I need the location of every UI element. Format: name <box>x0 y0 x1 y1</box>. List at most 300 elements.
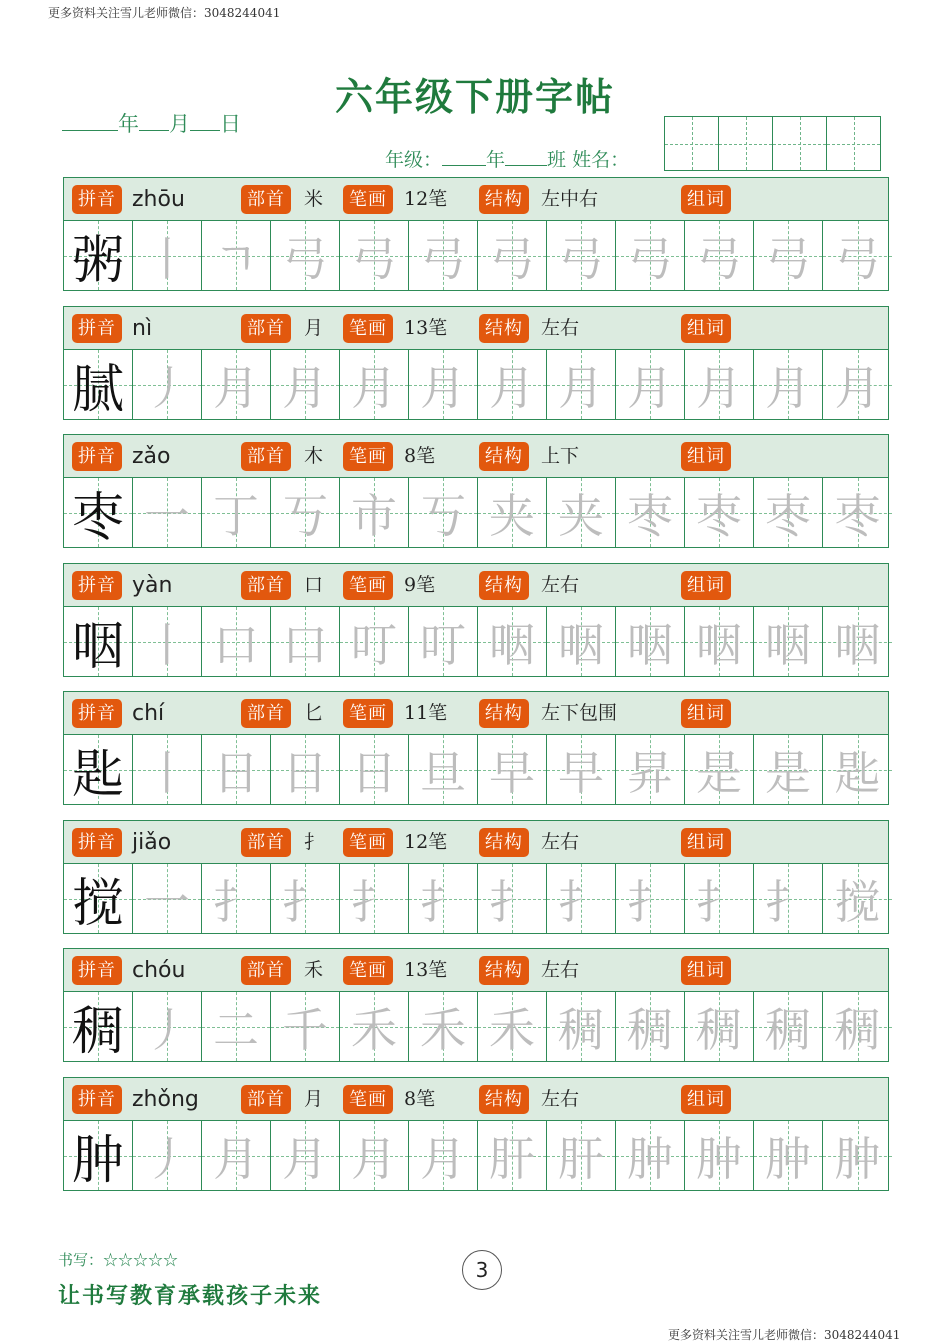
trace-cell[interactable] <box>409 478 478 547</box>
trace-cell[interactable] <box>547 735 616 804</box>
trace-cell[interactable] <box>271 735 340 804</box>
trace-cell[interactable] <box>202 221 271 290</box>
structure-tag: 结构 <box>479 571 529 600</box>
trace-stroke: 月 <box>558 360 604 415</box>
info-bar <box>63 177 889 221</box>
structure-tag: 结构 <box>479 442 529 471</box>
trace-stroke: 肿 <box>627 1131 673 1186</box>
model-character <box>64 864 133 933</box>
trace-stroke: 稠 <box>696 1002 742 1057</box>
trace-cell[interactable] <box>133 992 202 1061</box>
trace-stroke: 日 <box>213 745 259 800</box>
trace-stroke: 月 <box>213 360 259 415</box>
trace-stroke: 月 <box>489 360 535 415</box>
trace-stroke: 扌 <box>420 874 466 929</box>
structure-tag: 结构 <box>479 828 529 857</box>
trace-cell[interactable] <box>202 607 271 676</box>
words-tag: 组词 <box>681 699 731 728</box>
trace-cell[interactable] <box>823 735 892 804</box>
trace-stroke: 旦 <box>420 745 466 800</box>
trace-cell[interactable] <box>547 864 616 933</box>
structure-value: 左右 <box>541 317 580 339</box>
name-cell[interactable] <box>772 116 827 171</box>
trace-stroke: 弓 <box>696 231 742 286</box>
structure-tag: 结构 <box>479 185 529 214</box>
radical-value: 米 <box>304 188 324 210</box>
pinyin-tag: 拼音 <box>72 1085 122 1114</box>
trace-stroke: 扌 <box>351 874 397 929</box>
trace-cell[interactable] <box>823 992 892 1061</box>
trace-stroke: 扌 <box>627 874 673 929</box>
trace-cell[interactable] <box>685 864 754 933</box>
name-cell[interactable] <box>664 116 719 171</box>
trace-stroke: 咽 <box>696 617 742 672</box>
radical-tag: 部首 <box>241 828 291 857</box>
structure-tag: 结构 <box>479 314 529 343</box>
pinyin-value: chóu <box>132 958 186 983</box>
trace-stroke: 肝 <box>489 1131 535 1186</box>
trace-stroke: 扌 <box>696 874 742 929</box>
trace-stroke: 丂 <box>282 488 328 543</box>
trace-cell[interactable] <box>823 864 892 933</box>
radical-tag: 部首 <box>241 699 291 728</box>
trace-cell[interactable] <box>133 350 202 419</box>
strokes-value: 11笔 <box>404 702 448 724</box>
strokes-value: 13笔 <box>404 959 448 981</box>
model-character <box>64 735 133 804</box>
trace-stroke: 肿 <box>765 1131 811 1186</box>
trace-cell[interactable] <box>754 607 823 676</box>
trace-cell[interactable] <box>202 478 271 547</box>
structure-value: 左中右 <box>541 188 599 210</box>
trace-stroke: 弓 <box>420 231 466 286</box>
trace-cell[interactable] <box>754 864 823 933</box>
trace-stroke: 稠 <box>627 1002 673 1057</box>
trace-cell[interactable] <box>823 1121 892 1190</box>
trace-cell[interactable] <box>685 350 754 419</box>
slogan: 让书写教育承载孩子未来 <box>58 1283 323 1309</box>
trace-stroke: 是 <box>696 745 742 800</box>
grade-year-label: 年 <box>486 149 506 171</box>
trace-stroke: 扌 <box>765 874 811 929</box>
trace-stroke: 二 <box>213 1002 259 1057</box>
trace-stroke: 稠 <box>765 1002 811 1057</box>
trace-stroke: 咽 <box>489 617 535 672</box>
model-character-glyph: 腻 <box>71 360 124 420</box>
day-blank[interactable] <box>190 112 220 131</box>
info-bar <box>63 563 889 607</box>
strokes-tag: 笔画 <box>343 1085 393 1114</box>
trace-stroke: 千 <box>282 1002 328 1057</box>
structure-value: 左右 <box>541 574 580 596</box>
trace-stroke: 弓 <box>765 231 811 286</box>
structure-value: 上下 <box>541 445 580 467</box>
trace-stroke: 口 <box>213 617 259 672</box>
trace-cell[interactable] <box>547 992 616 1061</box>
writing-grid <box>63 350 889 420</box>
trace-stroke: 是 <box>765 745 811 800</box>
structure-value: 左下包围 <box>541 702 618 724</box>
pinyin-tag: 拼音 <box>72 314 122 343</box>
trace-stroke: 丿 <box>144 1131 190 1186</box>
trace-cell[interactable] <box>133 864 202 933</box>
trace-cell[interactable] <box>340 350 409 419</box>
practice-block <box>63 691 889 805</box>
writing-rating: 书写：☆☆☆☆☆ <box>58 1251 179 1269</box>
class-blank[interactable] <box>505 149 547 166</box>
trace-cell[interactable] <box>409 607 478 676</box>
header-contact-note: 更多资料关注雪儿老师微信：3048244041 <box>48 6 281 20</box>
model-character <box>64 607 133 676</box>
radical-tag: 部首 <box>241 442 291 471</box>
trace-stroke: 叮 <box>420 617 466 672</box>
trace-cell[interactable] <box>685 607 754 676</box>
trace-cell[interactable] <box>547 1121 616 1190</box>
trace-cell[interactable] <box>133 221 202 290</box>
trace-stroke: 扌 <box>489 874 535 929</box>
structure-value: 左右 <box>541 959 580 981</box>
trace-cell[interactable] <box>271 864 340 933</box>
trace-cell[interactable] <box>685 992 754 1061</box>
strokes-tag: 笔画 <box>343 314 393 343</box>
info-bar <box>63 820 889 864</box>
trace-stroke: 一 <box>144 488 190 543</box>
page-title: 六年级下册字帖 <box>334 74 615 119</box>
trace-stroke: 日 <box>282 745 328 800</box>
trace-stroke: 早 <box>558 745 604 800</box>
words-tag: 组词 <box>681 442 731 471</box>
trace-stroke: 月 <box>420 1131 466 1186</box>
radical-tag: 部首 <box>241 571 291 600</box>
trace-cell[interactable] <box>271 1121 340 1190</box>
trace-stroke: 枣 <box>627 488 673 543</box>
trace-cell[interactable] <box>409 1121 478 1190</box>
year-label: 年 <box>118 112 139 136</box>
strokes-value: 8笔 <box>404 445 436 467</box>
trace-cell[interactable] <box>478 350 547 419</box>
strokes-value: 9笔 <box>404 574 436 596</box>
pinyin-value: zǎo <box>132 444 171 469</box>
radical-tag: 部首 <box>241 185 291 214</box>
trace-cell[interactable] <box>478 478 547 547</box>
words-tag: 组词 <box>681 956 731 985</box>
practice-block <box>63 948 889 1062</box>
trace-cell[interactable] <box>754 478 823 547</box>
trace-stroke: 弓 <box>834 231 881 286</box>
trace-cell[interactable] <box>478 864 547 933</box>
trace-cell[interactable] <box>754 992 823 1061</box>
model-character-glyph: 搅 <box>71 874 124 934</box>
class-label: 班 <box>547 149 567 171</box>
structure-tag: 结构 <box>479 956 529 985</box>
model-character-glyph: 咽 <box>71 617 124 677</box>
page-number: 3 <box>462 1250 502 1290</box>
trace-stroke: 弓 <box>351 231 397 286</box>
trace-stroke: 禾 <box>420 1002 466 1057</box>
trace-cell[interactable] <box>823 350 892 419</box>
practice-block <box>63 434 889 548</box>
date-line <box>62 108 241 138</box>
trace-stroke: 月 <box>351 360 397 415</box>
trace-stroke: 丿 <box>144 1002 190 1057</box>
trace-cell[interactable] <box>616 478 685 547</box>
trace-cell[interactable] <box>616 992 685 1061</box>
trace-cell[interactable] <box>340 478 409 547</box>
trace-stroke: 月 <box>834 360 881 415</box>
pinyin-value: yàn <box>132 573 173 598</box>
trace-cell[interactable] <box>685 221 754 290</box>
radical-tag: 部首 <box>241 1085 291 1114</box>
trace-stroke: 肿 <box>834 1131 881 1186</box>
pinyin-tag: 拼音 <box>72 956 122 985</box>
structure-value: 左右 <box>541 1088 580 1110</box>
footer-contact-note: 更多资料关注雪儿老师微信：3048244041 <box>668 1328 901 1342</box>
month-label: 月 <box>169 112 190 136</box>
trace-stroke: 丨 <box>144 231 190 286</box>
trace-stroke: 咽 <box>834 617 881 672</box>
trace-stroke: ㄱ <box>213 231 259 286</box>
trace-stroke: 枣 <box>765 488 811 543</box>
trace-cell[interactable] <box>685 735 754 804</box>
trace-stroke: 月 <box>627 360 673 415</box>
trace-stroke: 月 <box>282 1131 328 1186</box>
trace-cell[interactable] <box>202 992 271 1061</box>
strokes-tag: 笔画 <box>343 828 393 857</box>
trace-cell[interactable] <box>823 221 892 290</box>
trace-stroke: 丨 <box>144 745 190 800</box>
structure-value: 左右 <box>541 831 580 853</box>
trace-cell[interactable] <box>547 350 616 419</box>
pinyin-value: zhōu <box>132 187 185 212</box>
trace-cell[interactable] <box>409 221 478 290</box>
radical-value: 禾 <box>304 959 324 981</box>
trace-cell[interactable] <box>478 221 547 290</box>
pinyin-tag: 拼音 <box>72 699 122 728</box>
trace-cell[interactable] <box>340 735 409 804</box>
trace-stroke: 口 <box>282 617 328 672</box>
trace-stroke: 咽 <box>627 617 673 672</box>
info-bar <box>63 948 889 992</box>
trace-cell[interactable] <box>754 221 823 290</box>
trace-cell[interactable] <box>616 221 685 290</box>
trace-cell[interactable] <box>271 221 340 290</box>
trace-stroke: 禾 <box>489 1002 535 1057</box>
trace-stroke: 弓 <box>489 231 535 286</box>
trace-stroke: 弓 <box>558 231 604 286</box>
pinyin-value: zhǒng <box>132 1087 199 1112</box>
pinyin-value: jiǎo <box>132 830 172 855</box>
trace-stroke: 昇 <box>627 745 673 800</box>
trace-cell[interactable] <box>616 735 685 804</box>
practice-block <box>63 177 889 291</box>
trace-cell[interactable] <box>133 478 202 547</box>
trace-cell[interactable] <box>202 735 271 804</box>
trace-cell[interactable] <box>823 478 892 547</box>
trace-cell[interactable] <box>133 607 202 676</box>
trace-cell[interactable] <box>478 1121 547 1190</box>
trace-cell[interactable] <box>340 607 409 676</box>
words-tag: 组词 <box>681 828 731 857</box>
trace-stroke: 丁 <box>213 488 259 543</box>
trace-cell[interactable] <box>133 735 202 804</box>
trace-cell[interactable] <box>271 478 340 547</box>
trace-cell[interactable] <box>271 992 340 1061</box>
trace-stroke: 夹 <box>489 488 535 543</box>
pinyin-value: nì <box>132 316 153 341</box>
radical-tag: 部首 <box>241 314 291 343</box>
strokes-tag: 笔画 <box>343 571 393 600</box>
trace-cell[interactable] <box>409 992 478 1061</box>
trace-cell[interactable] <box>271 607 340 676</box>
trace-stroke: 月 <box>696 360 742 415</box>
model-character-glyph: 稠 <box>71 1002 124 1062</box>
month-blank[interactable] <box>139 112 169 131</box>
trace-cell[interactable] <box>616 864 685 933</box>
trace-cell[interactable] <box>754 350 823 419</box>
trace-stroke: 枣 <box>834 488 881 543</box>
strokes-value: 8笔 <box>404 1088 436 1110</box>
radical-value: 月 <box>304 317 324 339</box>
name-cell[interactable] <box>826 116 881 171</box>
radical-value: 木 <box>304 445 324 467</box>
trace-stroke: 弓 <box>627 231 673 286</box>
model-character <box>64 992 133 1061</box>
model-character <box>64 1121 133 1190</box>
trace-stroke: 肿 <box>696 1131 742 1186</box>
trace-stroke: 早 <box>489 745 535 800</box>
trace-stroke: 匙 <box>834 745 881 800</box>
trace-stroke: 丂 <box>420 488 466 543</box>
trace-stroke: 月 <box>351 1131 397 1186</box>
trace-cell[interactable] <box>340 864 409 933</box>
writing-grid <box>63 864 889 934</box>
info-bar <box>63 306 889 350</box>
pinyin-tag: 拼音 <box>72 185 122 214</box>
model-character <box>64 350 133 419</box>
trace-cell[interactable] <box>823 607 892 676</box>
trace-stroke: 月 <box>420 360 466 415</box>
trace-stroke: 咽 <box>765 617 811 672</box>
name-label: 姓名： <box>572 149 630 171</box>
practice-block <box>63 820 889 934</box>
radical-value: 月 <box>304 1088 324 1110</box>
practice-block <box>63 1077 889 1191</box>
writing-grid <box>63 607 889 677</box>
grade-label: 年级： <box>385 149 443 171</box>
trace-stroke: 弓 <box>282 231 328 286</box>
radical-tag: 部首 <box>241 956 291 985</box>
class-info-line <box>385 145 629 172</box>
trace-stroke: 月 <box>282 360 328 415</box>
words-tag: 组词 <box>681 571 731 600</box>
trace-stroke: 日 <box>351 745 397 800</box>
name-grid[interactable] <box>665 116 881 171</box>
model-character <box>64 221 133 290</box>
pinyin-tag: 拼音 <box>72 571 122 600</box>
writing-grid <box>63 1121 889 1191</box>
strokes-value: 12笔 <box>404 831 448 853</box>
strokes-value: 12笔 <box>404 188 448 210</box>
trace-cell[interactable] <box>547 607 616 676</box>
trace-stroke: 稠 <box>834 1002 881 1057</box>
trace-cell[interactable] <box>202 1121 271 1190</box>
model-character-glyph: 肿 <box>71 1131 124 1191</box>
trace-stroke: 搅 <box>834 874 881 929</box>
words-tag: 组词 <box>681 314 731 343</box>
trace-cell[interactable] <box>478 607 547 676</box>
trace-stroke: 稠 <box>558 1002 604 1057</box>
pinyin-tag: 拼音 <box>72 828 122 857</box>
trace-cell[interactable] <box>754 735 823 804</box>
trace-stroke: 叮 <box>351 617 397 672</box>
trace-cell[interactable] <box>409 735 478 804</box>
model-character-glyph: 粥 <box>71 231 124 291</box>
trace-cell[interactable] <box>478 992 547 1061</box>
pinyin-value: chí <box>132 701 165 726</box>
info-bar <box>63 434 889 478</box>
trace-stroke: 夹 <box>558 488 604 543</box>
trace-stroke: 肝 <box>558 1131 604 1186</box>
trace-stroke: 枣 <box>696 488 742 543</box>
trace-stroke: 月 <box>765 360 811 415</box>
strokes-tag: 笔画 <box>343 185 393 214</box>
words-tag: 组词 <box>681 185 731 214</box>
name-cell[interactable] <box>718 116 773 171</box>
trace-stroke: 咽 <box>558 617 604 672</box>
year-blank[interactable] <box>62 112 118 131</box>
trace-stroke: 一 <box>144 874 190 929</box>
model-character-glyph: 匙 <box>71 745 124 805</box>
grade-blank[interactable] <box>442 149 486 166</box>
trace-stroke: 市 <box>351 488 397 543</box>
model-character <box>64 478 133 547</box>
radical-value: 口 <box>304 574 324 596</box>
writing-grid <box>63 992 889 1062</box>
words-tag: 组词 <box>681 1085 731 1114</box>
trace-cell[interactable] <box>754 1121 823 1190</box>
trace-cell[interactable] <box>202 350 271 419</box>
day-label: 日 <box>220 112 241 136</box>
trace-cell[interactable] <box>409 864 478 933</box>
trace-cell[interactable] <box>547 221 616 290</box>
trace-cell[interactable] <box>409 350 478 419</box>
trace-cell[interactable] <box>340 992 409 1061</box>
trace-cell[interactable] <box>133 1121 202 1190</box>
trace-cell[interactable] <box>340 221 409 290</box>
trace-stroke: 扌 <box>213 874 259 929</box>
practice-block <box>63 306 889 420</box>
trace-cell[interactable] <box>547 478 616 547</box>
trace-cell[interactable] <box>616 1121 685 1190</box>
radical-value: 匕 <box>304 702 324 724</box>
trace-stroke: 丿 <box>144 360 190 415</box>
pinyin-tag: 拼音 <box>72 442 122 471</box>
structure-tag: 结构 <box>479 1085 529 1114</box>
trace-stroke: 月 <box>213 1131 259 1186</box>
trace-cell[interactable] <box>478 735 547 804</box>
trace-cell[interactable] <box>202 864 271 933</box>
trace-cell[interactable] <box>685 478 754 547</box>
strokes-tag: 笔画 <box>343 956 393 985</box>
model-character-glyph: 枣 <box>71 488 124 548</box>
trace-cell[interactable] <box>685 1121 754 1190</box>
trace-cell[interactable] <box>616 350 685 419</box>
info-bar <box>63 691 889 735</box>
trace-cell[interactable] <box>616 607 685 676</box>
trace-cell[interactable] <box>340 1121 409 1190</box>
trace-cell[interactable] <box>271 350 340 419</box>
writing-grid <box>63 478 889 548</box>
